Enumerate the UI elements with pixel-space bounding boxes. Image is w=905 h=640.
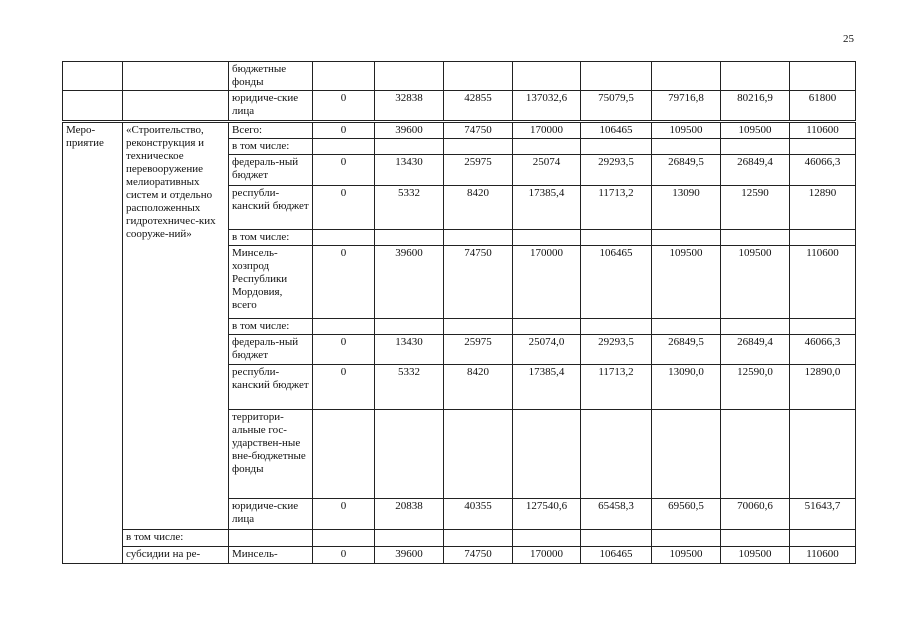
cell bbox=[123, 62, 229, 91]
value-cell: 13090,0 bbox=[652, 365, 721, 410]
value-cell: 13430 bbox=[375, 155, 444, 186]
value-cell: 74750 bbox=[444, 122, 513, 139]
value-cell: 42855 bbox=[444, 91, 513, 122]
value-cell: 51643,7 bbox=[790, 499, 856, 530]
value-cell bbox=[790, 530, 856, 547]
table-row bbox=[63, 122, 856, 139]
value-cell bbox=[721, 139, 790, 155]
value-cell bbox=[790, 139, 856, 155]
value-cell: 106465 bbox=[581, 122, 652, 139]
value-cell: 74750 bbox=[444, 547, 513, 564]
value-cell bbox=[581, 530, 652, 547]
value-cell: 40355 bbox=[444, 499, 513, 530]
cell bbox=[63, 91, 123, 122]
value-cell bbox=[513, 410, 581, 499]
row-label: республи-канский бюджет bbox=[229, 186, 313, 230]
value-cell: 61800 bbox=[790, 91, 856, 122]
value-cell: 137032,6 bbox=[513, 91, 581, 122]
value-cell: 26849,4 bbox=[721, 155, 790, 186]
value-cell: 0 bbox=[313, 155, 375, 186]
value-cell bbox=[652, 139, 721, 155]
value-cell: 109500 bbox=[652, 122, 721, 139]
row-label: юридиче-ские лица bbox=[229, 91, 313, 122]
row-label: в том числе: bbox=[229, 230, 313, 246]
value-cell bbox=[444, 530, 513, 547]
value-cell bbox=[444, 139, 513, 155]
row-label: территори-альные гос-ударствен-ные вне-бюджетные фонды bbox=[229, 410, 313, 499]
value-cell: 74750 bbox=[444, 246, 513, 319]
table-row bbox=[63, 547, 856, 564]
value-cell bbox=[313, 530, 375, 547]
value-cell bbox=[444, 410, 513, 499]
value-cell: 170000 bbox=[513, 122, 581, 139]
value-cell: 109500 bbox=[652, 246, 721, 319]
value-cell: 5332 bbox=[375, 186, 444, 230]
value-cell: 32838 bbox=[375, 91, 444, 122]
value-cell: 79716,8 bbox=[652, 91, 721, 122]
value-cell: 12890,0 bbox=[790, 365, 856, 410]
value-cell: 12590 bbox=[721, 186, 790, 230]
value-cell bbox=[581, 62, 652, 91]
value-cell: 0 bbox=[313, 335, 375, 365]
value-cell: 17385,4 bbox=[513, 365, 581, 410]
value-cell: 65458,3 bbox=[581, 499, 652, 530]
row-label: федераль-ный бюджет bbox=[229, 335, 313, 365]
activity-name: «Строительство, реконструкция и техническое перевооружение мелиоративных систем и отдельно расположенных гидротехничес-ких сооруже-ний» bbox=[123, 122, 229, 530]
value-cell bbox=[652, 530, 721, 547]
value-cell bbox=[790, 410, 856, 499]
value-cell: 0 bbox=[313, 122, 375, 139]
value-cell bbox=[652, 62, 721, 91]
row-label: Минсель-хозпрод Республики Мордовия, всего bbox=[229, 246, 313, 319]
value-cell bbox=[652, 410, 721, 499]
value-cell bbox=[721, 410, 790, 499]
value-cell: 0 bbox=[313, 186, 375, 230]
value-cell bbox=[375, 230, 444, 246]
row-label: федераль-ный бюджет bbox=[229, 155, 313, 186]
row-label: в том числе: bbox=[229, 139, 313, 155]
value-cell bbox=[513, 319, 581, 335]
value-cell: 26849,5 bbox=[652, 335, 721, 365]
table-row bbox=[63, 62, 856, 91]
value-cell: 70060,6 bbox=[721, 499, 790, 530]
cell bbox=[63, 62, 123, 91]
value-cell bbox=[313, 139, 375, 155]
value-cell: 109500 bbox=[721, 246, 790, 319]
row-label bbox=[229, 530, 313, 547]
row-label: Минсель- bbox=[229, 547, 313, 564]
value-cell: 8420 bbox=[444, 365, 513, 410]
table-row bbox=[63, 91, 856, 122]
value-cell: 127540,6 bbox=[513, 499, 581, 530]
value-cell: 25074,0 bbox=[513, 335, 581, 365]
value-cell: 0 bbox=[313, 499, 375, 530]
value-cell: 109500 bbox=[721, 122, 790, 139]
row-label: в том числе: bbox=[229, 319, 313, 335]
value-cell bbox=[721, 530, 790, 547]
value-cell: 75079,5 bbox=[581, 91, 652, 122]
value-cell: 11713,2 bbox=[581, 365, 652, 410]
value-cell: 29293,5 bbox=[581, 155, 652, 186]
value-cell bbox=[513, 62, 581, 91]
value-cell bbox=[375, 530, 444, 547]
value-cell bbox=[721, 319, 790, 335]
value-cell: 12590,0 bbox=[721, 365, 790, 410]
value-cell: 13090 bbox=[652, 186, 721, 230]
value-cell: 13430 bbox=[375, 335, 444, 365]
value-cell: 26849,4 bbox=[721, 335, 790, 365]
value-cell bbox=[513, 139, 581, 155]
row-label: Всего: bbox=[229, 122, 313, 139]
value-cell bbox=[790, 230, 856, 246]
value-cell bbox=[375, 62, 444, 91]
value-cell bbox=[375, 139, 444, 155]
value-cell bbox=[652, 319, 721, 335]
value-cell bbox=[313, 62, 375, 91]
value-cell: 0 bbox=[313, 91, 375, 122]
value-cell bbox=[313, 410, 375, 499]
subitem-label: в том числе: bbox=[123, 530, 229, 547]
value-cell: 106465 bbox=[581, 246, 652, 319]
value-cell: 0 bbox=[313, 365, 375, 410]
value-cell: 106465 bbox=[581, 547, 652, 564]
value-cell: 109500 bbox=[652, 547, 721, 564]
table-row bbox=[63, 530, 856, 547]
value-cell: 46066,3 bbox=[790, 155, 856, 186]
value-cell bbox=[652, 230, 721, 246]
value-cell: 170000 bbox=[513, 246, 581, 319]
value-cell: 29293,5 bbox=[581, 335, 652, 365]
value-cell: 109500 bbox=[721, 547, 790, 564]
value-cell: 69560,5 bbox=[652, 499, 721, 530]
value-cell: 110600 bbox=[790, 246, 856, 319]
value-cell: 0 bbox=[313, 246, 375, 319]
value-cell: 5332 bbox=[375, 365, 444, 410]
page-number: 25 bbox=[843, 33, 854, 45]
value-cell bbox=[721, 230, 790, 246]
value-cell: 110600 bbox=[790, 122, 856, 139]
budget-table bbox=[62, 61, 856, 564]
value-cell bbox=[444, 319, 513, 335]
subitem-label: субсидии на ре- bbox=[123, 547, 229, 564]
value-cell bbox=[313, 230, 375, 246]
value-cell: 25074 bbox=[513, 155, 581, 186]
value-cell: 39600 bbox=[375, 547, 444, 564]
value-cell: 39600 bbox=[375, 122, 444, 139]
value-cell bbox=[313, 319, 375, 335]
value-cell bbox=[444, 62, 513, 91]
value-cell: 17385,4 bbox=[513, 186, 581, 230]
value-cell: 12890 bbox=[790, 186, 856, 230]
value-cell: 25975 bbox=[444, 335, 513, 365]
value-cell bbox=[790, 319, 856, 335]
value-cell bbox=[790, 62, 856, 91]
cell bbox=[123, 91, 229, 122]
value-cell: 170000 bbox=[513, 547, 581, 564]
row-label: республи-канский бюджет bbox=[229, 365, 313, 410]
value-cell bbox=[581, 410, 652, 499]
value-cell bbox=[375, 410, 444, 499]
value-cell bbox=[375, 319, 444, 335]
value-cell: 39600 bbox=[375, 246, 444, 319]
value-cell bbox=[513, 530, 581, 547]
value-cell: 11713,2 bbox=[581, 186, 652, 230]
value-cell bbox=[581, 139, 652, 155]
value-cell: 20838 bbox=[375, 499, 444, 530]
value-cell bbox=[581, 230, 652, 246]
row-type-label: Меро-приятие bbox=[63, 122, 123, 564]
value-cell: 46066,3 bbox=[790, 335, 856, 365]
value-cell bbox=[444, 230, 513, 246]
value-cell: 8420 bbox=[444, 186, 513, 230]
row-label: юридиче-ские лица bbox=[229, 499, 313, 530]
value-cell bbox=[721, 62, 790, 91]
row-label: бюджетные фонды bbox=[229, 62, 313, 91]
value-cell: 110600 bbox=[790, 547, 856, 564]
value-cell: 0 bbox=[313, 547, 375, 564]
value-cell bbox=[581, 319, 652, 335]
value-cell: 80216,9 bbox=[721, 91, 790, 122]
value-cell: 25975 bbox=[444, 155, 513, 186]
value-cell bbox=[513, 230, 581, 246]
value-cell: 26849,5 bbox=[652, 155, 721, 186]
